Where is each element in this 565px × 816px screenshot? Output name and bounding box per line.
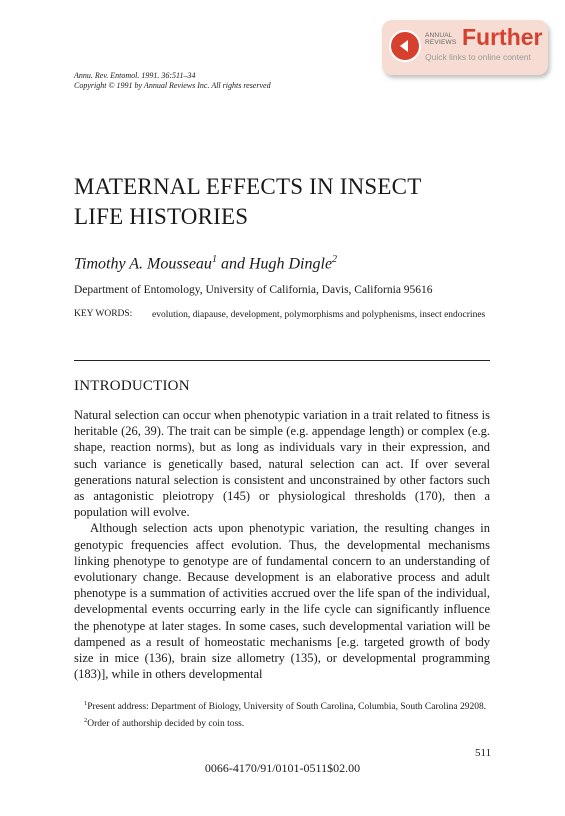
page-number: 511	[475, 747, 492, 759]
section-heading: INTRODUCTION	[74, 378, 190, 394]
annual-reviews-logo-text: ANNUAL REVIEWS	[425, 32, 457, 46]
article-title: MATERNAL EFFECTS IN INSECT LIFE HISTORIES	[74, 174, 422, 229]
issn-code: 0066-4170/91/0101-0511$02.00	[204, 761, 361, 775]
footnote: $^2$Order of authorship decided by coin toss.	[84, 717, 245, 730]
keywords-text: evolution, diapause, development, polymorphisms and polyphenisms, insect endocrines	[152, 310, 486, 320]
paragraph: Natural selection can occur when phenotypic variation in a trait related to fitness is heritable (26, 39). The trait can be simple (e.g. appendage length) or complex (e.g. shape, reaction norms), but as long as individuals vary in their expression, and such variance is genetically based, natural selection can act. If over several generations natural selection is consistent and unconstrained by other factors such as antagonistic pleiotropy (145) or physiological thresholds (170), then a population will evolve.	[74, 408, 490, 520]
author-line	[74, 254, 337, 273]
further-tagline: Quick links to online content	[425, 52, 531, 62]
further-label: Further	[462, 24, 543, 50]
copyright: Copyright © 1991 by Annual Reviews Inc. All rights reserved	[74, 81, 271, 90]
paragraph: Although selection acts upon phenotypic variation, the resulting changes in genotypic frequencies affect evolution. Thus, the developmental mechanisms linking phenotype to genotype are of fundamental concern to an understanding of evolutionary change. Because development is an elaborative process and adult phenotype is a summation of activities accrued over the life span of the individual, developmental events occurring early in the life cycle can significantly influence the phenotype at later stages. In some cases, such developmental variation will be dampened as a result of homeostatic mechanisms [e.g. targeted growth of body size in mice (136), brain size allometry (135), or developmental programming (183)], while in others developmental	[74, 521, 490, 682]
arrow-left-icon	[389, 30, 421, 62]
keywords-label: KEY WORDS:	[74, 309, 133, 319]
author-2: Hugh Dingle	[248, 255, 333, 273]
citation: Annu. Rev. Entomol. 1991. 36:511–34	[74, 71, 196, 80]
footnotes	[74, 697, 490, 731]
author-joiner: and	[216, 255, 249, 273]
footnote: $^1$Present address: Department of Biology, University of South Carolina, Columbia, South Carolina 29208.	[84, 700, 487, 713]
author-1-footnote-mark: 1	[211, 254, 217, 265]
section-divider	[74, 360, 490, 361]
author-1: Timothy A. Mousseau	[74, 255, 212, 273]
further-badge[interactable]	[382, 20, 548, 75]
author-2-footnote-mark: 2	[332, 254, 338, 265]
body-text	[74, 407, 490, 682]
journal-header	[74, 71, 271, 91]
affiliation: Department of Entomology, University of California, Davis, California 95616	[74, 284, 433, 296]
